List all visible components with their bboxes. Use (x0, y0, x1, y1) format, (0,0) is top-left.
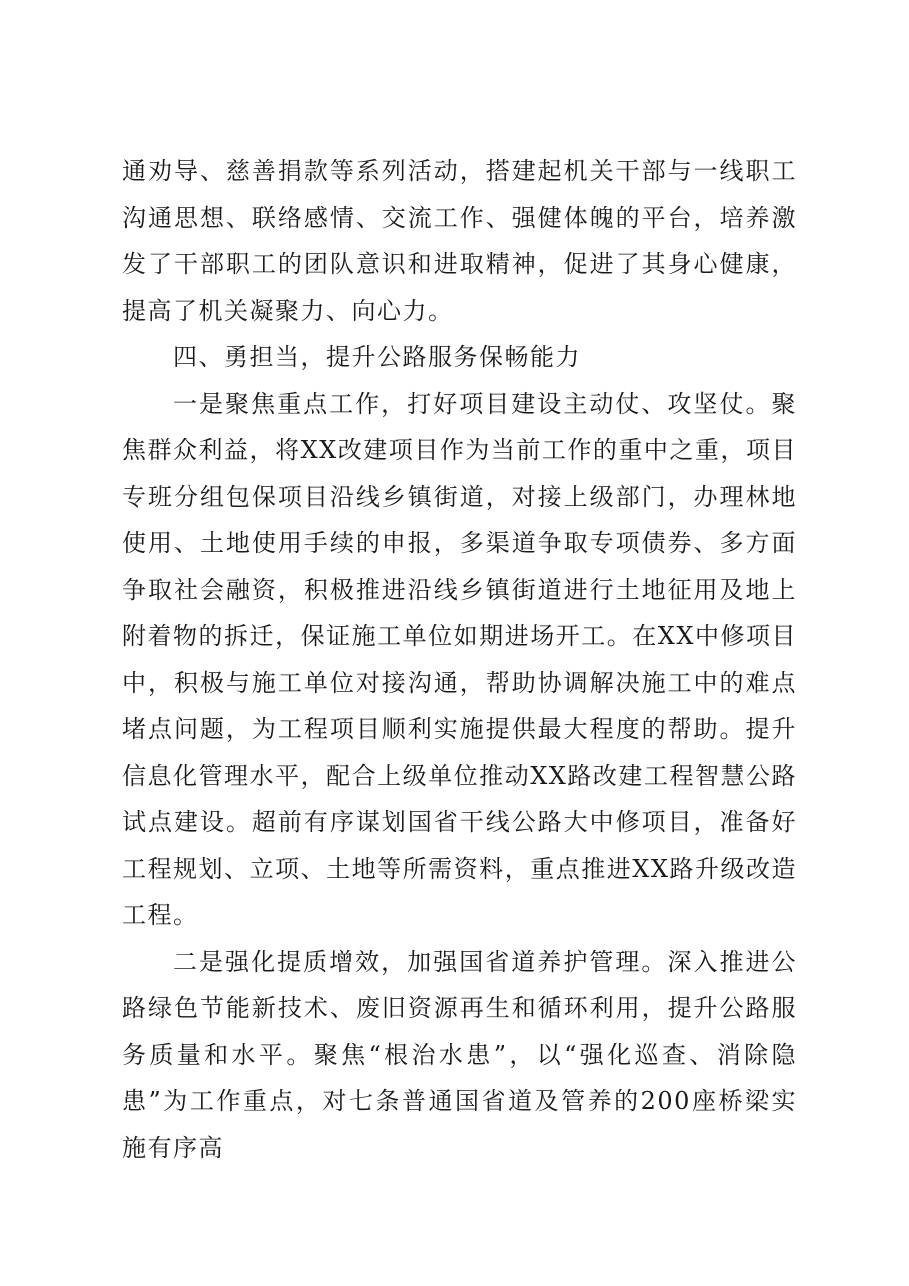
paragraph-key-projects: 一是聚焦重点工作，打好项目建设主动仗、攻坚仗。聚焦群众利益，将XX改建项目作为当前工作的重中之重，项目专班分组包保项目沿线乡镇街道，对接上级部门，办理林地使用、土地使用手续的申报，多渠道争取专项债券、多方面争取社会融资，积极推进沿线乡镇街道进行土地征用及地上附着物的拆迁，保证施工单位如期进场开工。在XX中修项目中，积极与施工单位对接沟通，帮助协调解决施工中的难点堵点问题，为工程项目顺利实施提供最大程度的帮助。提升信息化管理水平，配合上级单位推动XX路改建工程智慧公路试点建设。超前有序谋划国省干线公路大中修项目，准备好工程规划、立项、土地等所需资料，重点推进XX路升级改造工程。 (122, 389, 797, 929)
paragraph-road-maintenance: 二是强化提质增效，加强国省道养护管理。深入推进公路绿色节能新技术、废旧资源再生和循环利用，提升公路服务质量和水平。聚焦“根治水患”，以“强化巡查、消除隐患”为工作重点，对七条普通国省道及管养的200座桥梁实施有序高 (122, 947, 797, 1162)
section-heading-four: 四、勇担当，提升公路服务保畅能力 (173, 343, 581, 371)
document-body (122, 148, 797, 1171)
paragraph-activities-summary: 通劝导、慈善捐款等系列活动，搭建起机关干部与一线职工沟通思想、联络感情、交流工作、强健体魄的平台，培养激发了干部职工的团队意识和进取精神，促进了其身心健康，提高了机关凝聚力、向心力。 (122, 157, 797, 325)
